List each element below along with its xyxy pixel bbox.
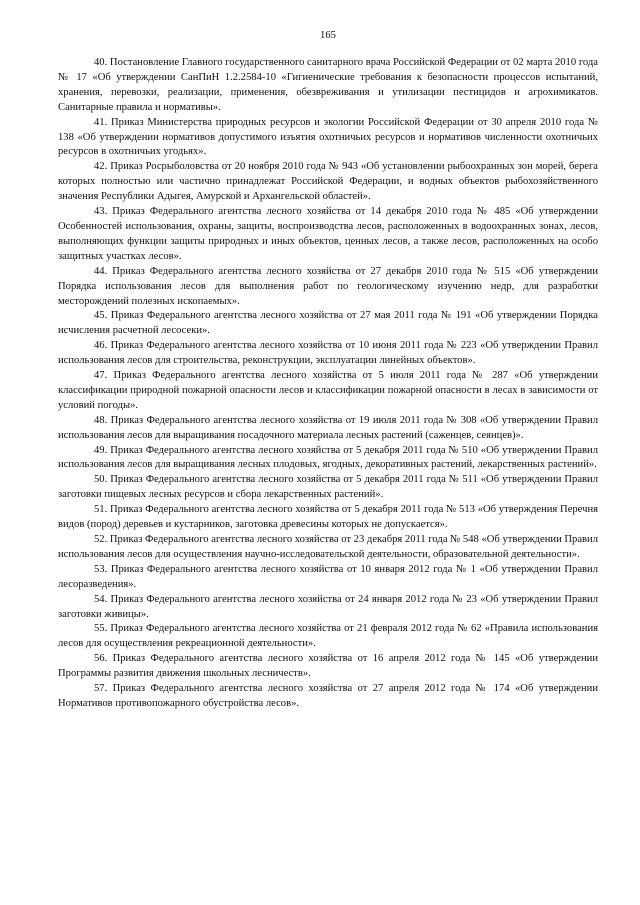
list-entry-41: 41. Приказ Министерства природных ресурсов и экологии Российской Федерации от 30 апреля 2010 года № 138 «Об утверждении нормативов допустимого изъятия охотничьих ресурсов и нормативов численности охотничьих ресурсов в охотничьих угодьях». xyxy=(58,116,598,158)
list-entry-56: 56. Приказ Федерального агентства лесного хозяйства от 16 апреля 2012 года № 145 «Об утверждении Программы развития движения школьных лесничеств». xyxy=(58,653,598,680)
page-number: 165 xyxy=(320,30,336,41)
list-entry-53: 53. Приказ Федерального агентства лесного хозяйства от 10 января 2012 года № 1 «Об утверждении Правил лесоразведения». xyxy=(58,563,598,590)
list-entry-51: 51. Приказ Федерального агентства лесного хозяйства от 5 декабря 2011 года № 513 «Об утверждения Перечня видов (пород) деревьев и кустарников, заготовка древесины которых не допускается». xyxy=(58,504,598,531)
list-entry-44: 44. Приказ Федерального агентства лесного хозяйства от 27 декабря 2010 года № 515 «Об утверждении Порядка использования лесов для выполнения работ по геологическому изучению недр, для разработки месторождений полезных ископаемых». xyxy=(58,265,598,307)
list-entry-47: 47. Приказ Федерального агентства лесного хозяйства от 5 июля 2011 года № 287 «Об утверждении классификации природной пожарной опасности лесов и классификации пожарной опасности в лесах в зависимости от условий погоды». xyxy=(58,370,598,411)
list-entry-45: 45. Приказ Федерального агентства лесного хозяйства от 27 мая 2011 года № 191 «Об утверждении Порядка исчисления расчетной лесосеки». xyxy=(58,310,598,337)
list-entry-50: 50. Приказ Федерального агентства лесного хозяйства от 5 декабря 2011 года № 511 «Об утверждении Правил заготовки пищевых лесных ресурсов и сбора лекарственных растений». xyxy=(58,474,598,501)
list-entry-52: 52. Приказ Федерального агентства лесного хозяйства от 23 декабря 2011 года № 548 «Об утверждении Правил использования лесов для осуществления научно-исследовательской деятельности, образовательной деятельности». xyxy=(58,534,598,560)
list-entry-40: 40. Постановление Главного государственного санитарного врача Российской Федерации от 02 марта 2010 года № 17 «Об утверждении СанПиН 1.2.2584-10 «Гигиенические требования к безопасности процессов испытаний, хранения, перевозки, реализации, применения, обезвреживания и утилизации пестицидов и агрохимикатов. Санитарные правила и нормативы». xyxy=(58,57,598,113)
list-entry-57: 57. Приказ Федерального агентства лесного хозяйства от 27 апреля 2012 года № 174 «Об утверждении Нормативов противопожарного обустройства лесов». xyxy=(58,683,598,709)
list-entry-49: 49. Приказ Федерального агентства лесного хозяйства от 5 декабря 2011 года № 510 «Об утверждении Правил использования лесов для выращивания лесных плодовых, ягодных, декоративных растений, лекарственных растений». xyxy=(58,444,598,471)
list-entry-48: 48. Приказ Федерального агентства лесного хозяйства от 19 июля 2011 года № 308 «Об утверждении Правил использования лесов для выращивания посадочного материала лесных растений (саженцев, сеянцев)». xyxy=(58,414,598,441)
list-entry-42: 42. Приказ Росрыболовства от 20 ноября 2010 года № 943 «Об установлении рыбоохранных зон морей, берега которых полностью или частично принадлежат Российской Федерации, и водных объектов рыбохозяйственного значения Республики Адыгея, Амурской и Архангельской областей». xyxy=(58,161,598,203)
list-entry-46: 46. Приказ Федерального агентства лесного хозяйства от 10 июня 2011 года № 223 «Об утверждении Правил использования лесов для строительства, реконструкции, эксплуатации линейных объектов». xyxy=(58,340,598,367)
list-entry-55: 55. Приказ Федерального агентства лесного хозяйства от 21 февраля 2012 года № 62 «Правила использования лесов для осуществления рекреационной деятельности». xyxy=(58,623,598,650)
entries-list xyxy=(58,56,598,712)
list-entry-54: 54. Приказ Федерального агентства лесного хозяйства от 24 января 2012 года № 23 «Об утверждении Правил заготовки живицы». xyxy=(58,593,598,620)
list-entry-43: 43. Приказ Федерального агентства лесного хозяйства от 14 декабря 2010 года № 485 «Об утверждении Особенностей использования, охраны, защиты, воспроизводства лесов, расположенных в водоохранных зонах, лесов, выполняющих функции защиты природных и иных объектов, ценных лесов, а также лесов, расположенных на особо защитных участках лесов». xyxy=(58,206,598,262)
